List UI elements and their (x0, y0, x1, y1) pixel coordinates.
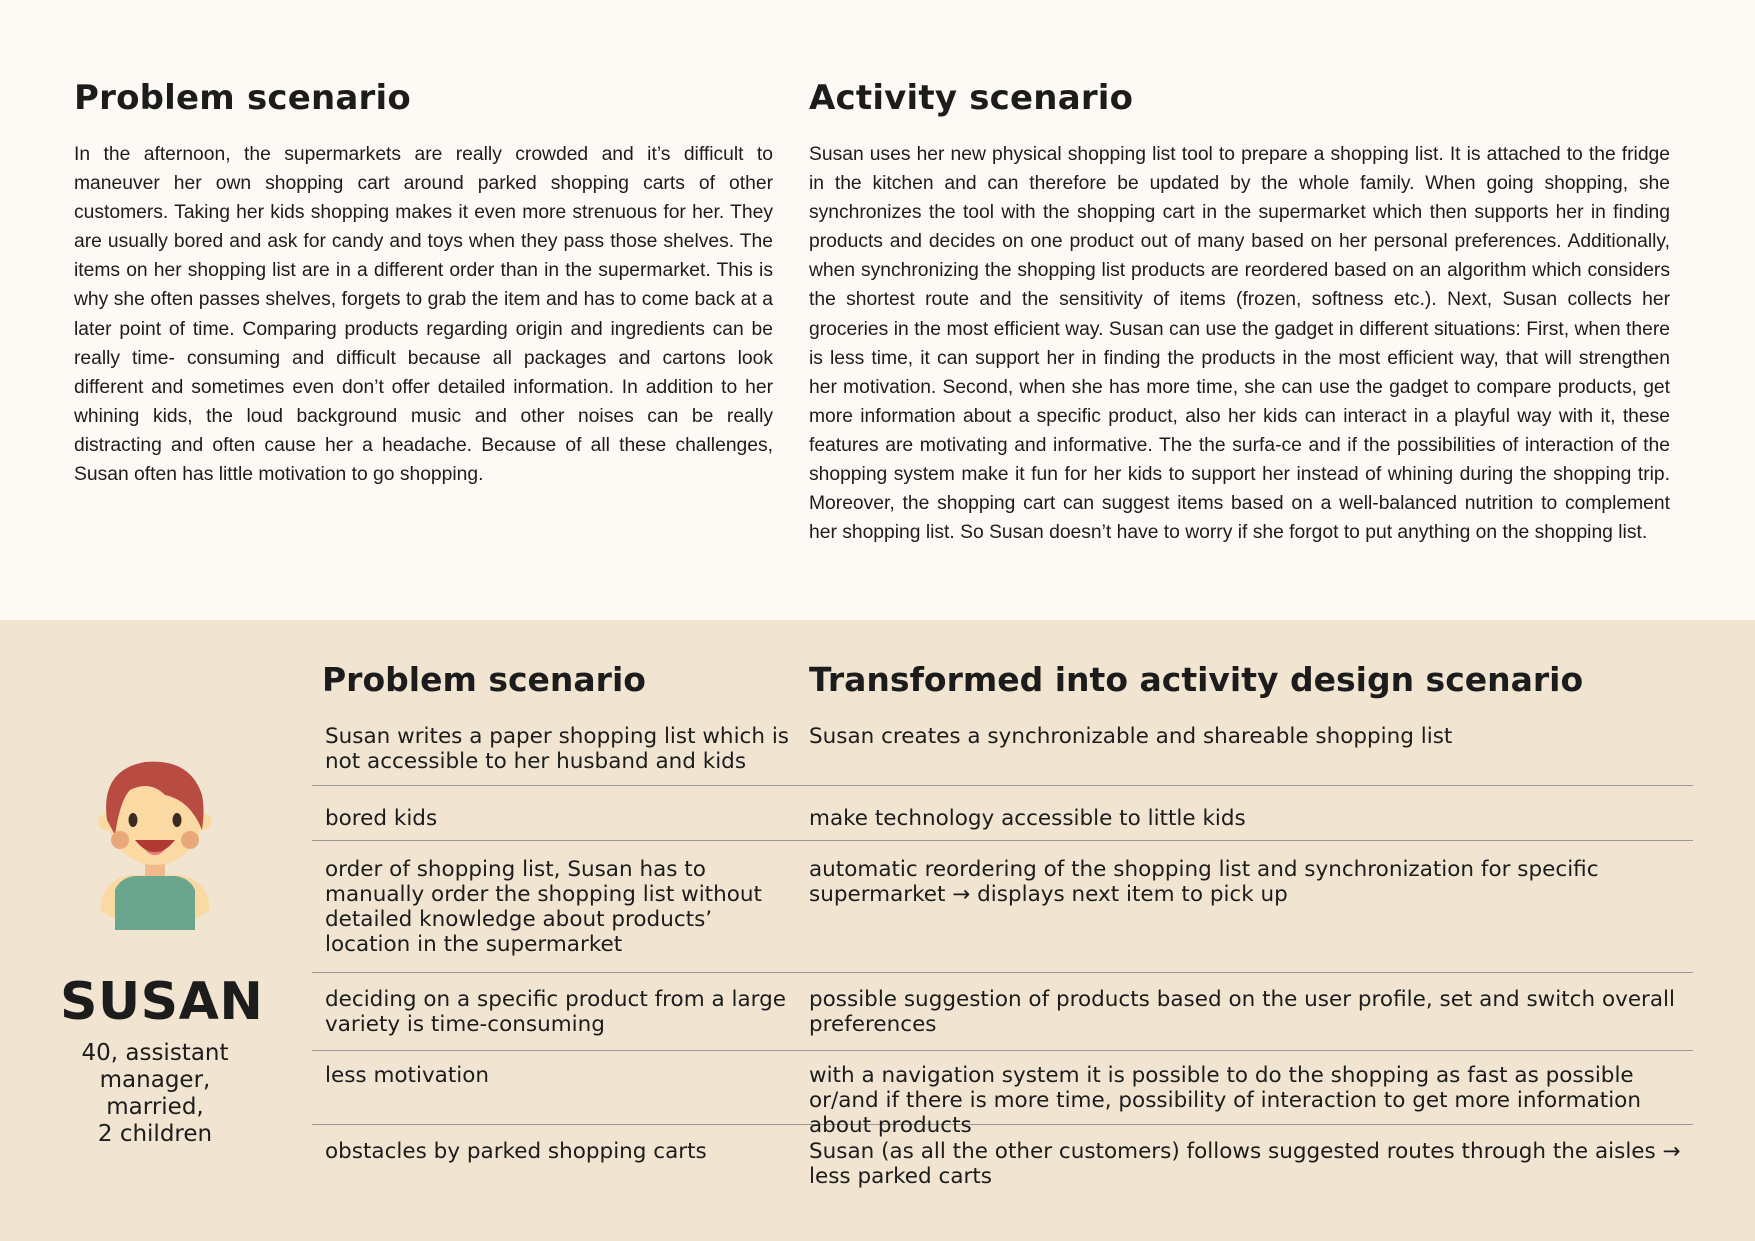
table-row (312, 1051, 1693, 1138)
problem-cell: order of shopping list, Susan has to manually order the shopping list without detailed knowledge about products’ location in the supermarket (325, 857, 762, 957)
activity-cell: make technology accessible to little kids (809, 806, 1246, 831)
problem-cell: deciding on a specific product from a large variety is time-consuming (325, 987, 786, 1037)
activity-cell: with a navigation system it is possible to do the shopping as fast as possible or/and if there is more time, possibility of interaction to get more information about products (809, 1063, 1641, 1138)
activity-cell: automatic reordering of the shopping list and synchronization for specific supermarket → displays next item to pick up (809, 857, 1599, 907)
persona-desc-line: married, (106, 1094, 204, 1120)
problem-cell: obstacles by parked shopping carts (325, 1139, 707, 1164)
table-row (312, 973, 1693, 1051)
persona-desc-line: 2 children (97, 1121, 213, 1147)
persona-avatar (90, 740, 220, 940)
problem-scenario-title: Problem scenario (74, 78, 411, 118)
persona-avatar-block (60, 740, 250, 940)
table-row (312, 841, 1693, 973)
table-header-problem: Problem scenario (322, 660, 646, 699)
problem-cell: Susan writes a paper shopping list which is not accessible to her husband and kids (325, 724, 789, 774)
persona-description (70, 1040, 240, 1148)
problem-scenario-text: In the afternoon, the supermarkets are really crowded and it’s difficult to maneuver her own shopping cart around parked shopping carts of other customers. Taking her kids shopping makes it even more strenuous for her. They are usually bored and ask for candy and toys when they pass those shelves. The items on her shopping list are in a different order than in the supermarket. This is why she often passes shelves, forgets to grab the item and has to come back at a later point of time. Comparing products regarding origin and ingredients can be really time- consuming and difficult because all packages and cartons look different and sometimes even don’t offer detailed information. In addition to her whining kids, the loud background music and other noises can be really distracting and often cause her a headache. Because of all these challenges, Susan often has little motivation to go shopping. (74, 144, 773, 486)
activity-scenario-text: Susan uses her new physical shopping list tool to prepare a shopping list. It is attached to the fridge in the kitchen and can therefore be updated by the whole family. When going shopping, she synchronizes the tool with the shopping cart in the supermarket which then supports her in finding products and decides on one product out of many based on her personal preferences. Additionally, when synchronizing the shopping list products are reordered based on an algorithm which considers the shortest route and the sensitivity of items (frozen, softness etc.). Next, Susan collects her groceries in the most efficient way. Susan can use the gadget in different situations: First, when there is less time, it can support her in finding the products in the most efficient way, that will strengthen her motivation. Second, when she has more time, she can use the gadget to compare products, get more information about a specific product, also her kids can interact in a playful way with it, these features are motivating and informative. The the surfa-ce and if the possibilities of interaction of the shopping system make it fun for her kids to support her instead of whining during the shopping trip. Moreover, the shopping cart can suggest items based on a well-balanced nutrition to complement her shopping list. So Susan doesn’t have to worry if she forgot to put anything on the shopping list. (809, 144, 1670, 544)
activity-cell: Susan creates a synchronizable and shareable shopping list (809, 724, 1453, 749)
problem-cell: less motivation (325, 1063, 490, 1088)
problem-cell: bored kids (325, 806, 438, 831)
activity-scenario-title: Activity scenario (809, 78, 1134, 118)
persona-name: SUSAN (60, 972, 264, 1032)
activity-scenario-section (809, 78, 1670, 547)
table-row (312, 720, 1693, 786)
table-row (312, 1125, 1693, 1195)
persona-desc-line: manager, (99, 1067, 211, 1093)
scenario-table (312, 720, 1693, 1195)
problem-scenario-section (74, 78, 773, 489)
activity-cell: Susan (as all the other customers) follows suggested routes through the aisles → less parked carts (809, 1139, 1681, 1189)
activity-cell: possible suggestion of products based on the user profile, set and switch overall preferences (809, 987, 1676, 1037)
persona-desc-line: 40, assistant (81, 1040, 229, 1066)
table-header-activity: Transformed into activity design scenario (809, 660, 1584, 699)
table-row (312, 786, 1693, 841)
